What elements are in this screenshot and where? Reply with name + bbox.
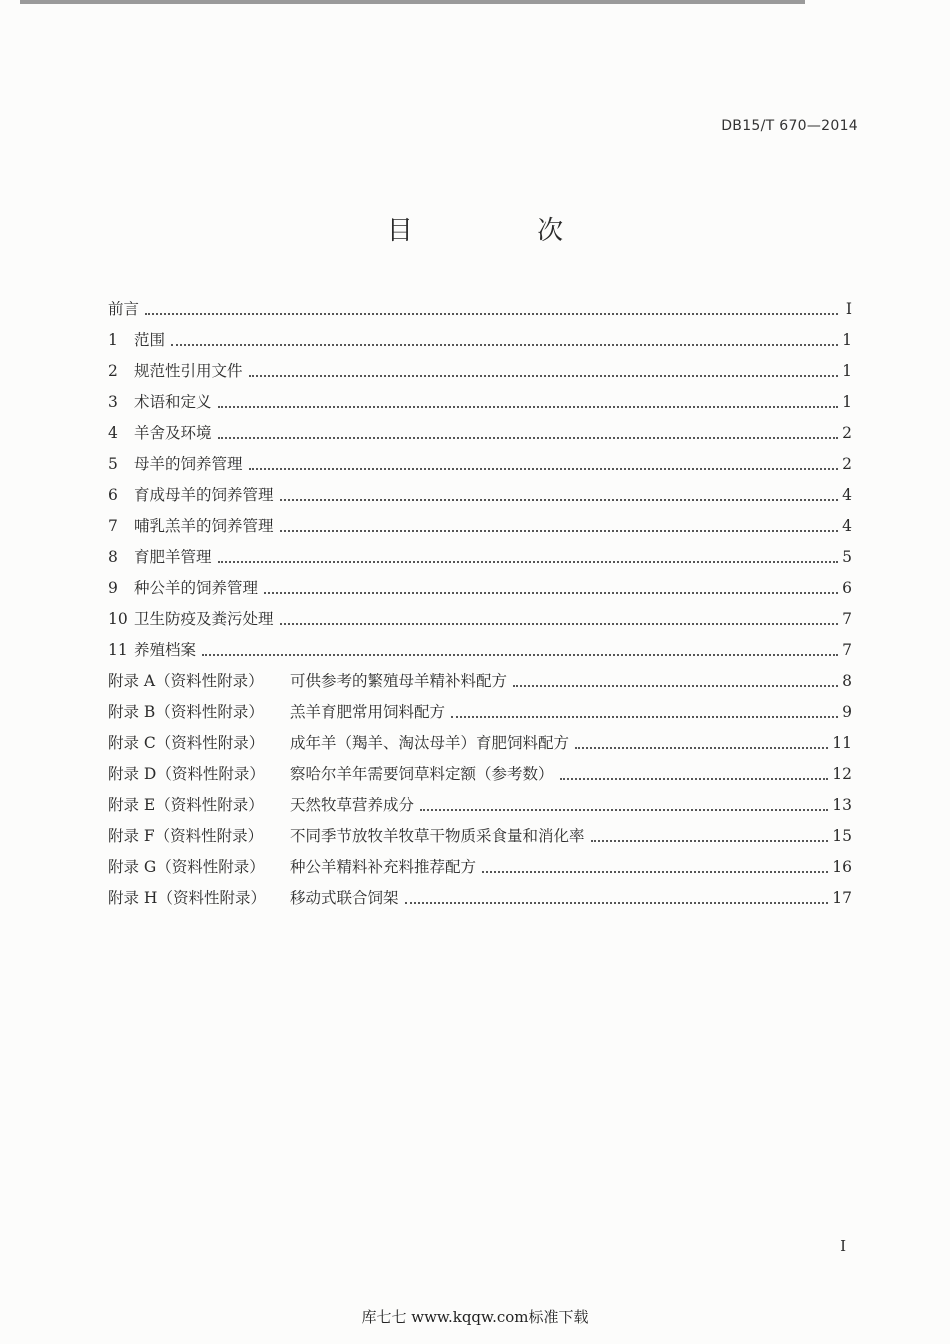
annex-page: 15 [832,827,852,845]
toc-entry-title: 种公羊的饲养管理 [134,579,259,597]
toc-dot-leader [249,374,838,377]
toc-dot-leader [513,684,838,687]
annex-label: 附录 D（资料性附录） [108,765,265,783]
annex-title: 察哈尔羊年需要饲草料定额（参考数） [290,765,554,783]
toc-entry-number: 6 [108,486,118,504]
toc-annex-entry[interactable] [108,784,852,815]
toc-dot-leader [451,715,838,718]
toc-annex-entry[interactable] [108,877,852,908]
page-number: I [840,1237,846,1255]
annex-page: 9 [842,703,852,721]
toc-entry-number: 1 [108,331,118,349]
annex-page: 12 [832,765,852,783]
toc-entry-number: 5 [108,455,118,473]
toc-entry[interactable] [108,598,852,629]
annex-page: 11 [832,734,852,752]
toc-annex-entry[interactable] [108,722,852,753]
annex-title: 不同季节放牧羊牧草干物质采食量和消化率 [290,827,585,845]
toc-dot-leader [218,436,838,439]
toc-entry-title: 范围 [134,331,166,349]
toc-dot-leader [145,312,838,315]
toc-entry-number: 4 [108,424,118,442]
page-title: 目 次 [386,216,622,246]
annex-title: 天然牧草营养成分 [290,796,415,814]
annex-title: 羔羊育肥常用饲料配方 [290,703,446,721]
table-of-contents [108,288,852,908]
toc-entry[interactable] [108,567,852,598]
toc-entry-title: 前言 [108,300,140,318]
toc-entry-number: 8 [108,548,118,566]
toc-entry-page: I [845,300,852,318]
toc-dot-leader [280,529,838,532]
toc-entry-title: 育成母羊的饲养管理 [134,486,274,504]
toc-entry-title: 羊舍及环境 [134,424,212,442]
toc-dot-leader [560,777,829,780]
toc-dot-leader [405,901,829,904]
toc-entry-title: 术语和定义 [134,393,212,411]
toc-entry-page: 2 [842,424,852,442]
footer-watermark: 库七七 www.kqqw.com标准下载 [361,1308,589,1326]
toc-entry-page: 1 [842,362,852,380]
annex-label: 附录 B（资料性附录） [108,703,264,721]
toc-dot-leader [264,591,838,594]
toc-entry[interactable] [108,629,852,660]
annex-title: 成年羊（羯羊、淘汰母羊）育肥饲料配方 [290,734,570,752]
toc-entry[interactable] [108,381,852,412]
annex-page: 16 [832,858,852,876]
annex-label: 附录 C（资料性附录） [108,734,265,752]
toc-annex-entry[interactable] [108,846,852,877]
annex-label: 附录 A（资料性附录） [108,672,264,690]
toc-dot-leader [280,622,838,625]
toc-entry-title: 规范性引用文件 [134,362,243,380]
document-code: DB15/T 670—2014 [721,118,858,134]
annex-page: 8 [842,672,852,690]
annex-label: 附录 G（资料性附录） [108,858,265,876]
annex-title: 可供参考的繁殖母羊精补料配方 [290,672,508,690]
toc-entry-page: 7 [842,610,852,628]
toc-entry[interactable] [108,443,852,474]
toc-annex-entry[interactable] [108,753,852,784]
toc-entry-number: 7 [108,517,118,535]
toc-entry-page: 6 [842,579,852,597]
toc-annex-entry[interactable] [108,815,852,846]
toc-dot-leader [202,653,838,656]
annex-title: 种公羊精料补充料推荐配方 [290,858,477,876]
toc-entry-page: 7 [842,641,852,659]
toc-dot-leader [482,870,828,873]
toc-entry[interactable] [108,505,852,536]
toc-annex-entry[interactable] [108,691,852,722]
annex-page: 17 [832,889,852,907]
toc-entry-page: 2 [842,455,852,473]
toc-dot-leader [420,808,828,811]
toc-entry-title: 母羊的饲养管理 [134,455,243,473]
toc-entry-title: 哺乳羔羊的饲养管理 [134,517,274,535]
toc-entry[interactable] [108,350,852,381]
annex-label: 附录 F（资料性附录） [108,827,264,845]
toc-entry-page: 4 [842,486,852,504]
toc-dot-leader [249,467,838,470]
toc-entry[interactable] [108,412,852,443]
toc-dot-leader [171,343,838,346]
scan-edge-line [20,0,805,4]
toc-entry-title: 卫生防疫及粪污处理 [134,610,274,628]
toc-dot-leader [575,746,828,749]
toc-entry[interactable] [108,536,852,567]
toc-entry-number: 2 [108,362,118,380]
annex-label: 附录 E（资料性附录） [108,796,264,814]
toc-entry-number: 9 [108,579,118,597]
toc-entry-title: 育肥羊管理 [134,548,212,566]
toc-dot-leader [280,498,838,501]
toc-annex-entry[interactable] [108,660,852,691]
toc-dot-leader [218,560,838,563]
toc-dot-leader [591,839,829,842]
toc-entry[interactable] [108,319,852,350]
annex-title: 移动式联合饲架 [290,889,399,907]
annex-page: 13 [832,796,852,814]
toc-entry-number: 3 [108,393,118,411]
toc-entry-page: 4 [842,517,852,535]
toc-entry-title: 养殖档案 [134,641,197,659]
toc-entry[interactable] [108,474,852,505]
toc-entry-page: 5 [842,548,852,566]
toc-entry-page: 1 [842,331,852,349]
toc-dot-leader [218,405,838,408]
toc-entry[interactable] [108,288,852,319]
annex-label: 附录 H（资料性附录） [108,889,266,907]
toc-entry-page: 1 [842,393,852,411]
toc-entry-number: 10 [108,610,128,628]
toc-entry-number: 11 [108,641,128,659]
